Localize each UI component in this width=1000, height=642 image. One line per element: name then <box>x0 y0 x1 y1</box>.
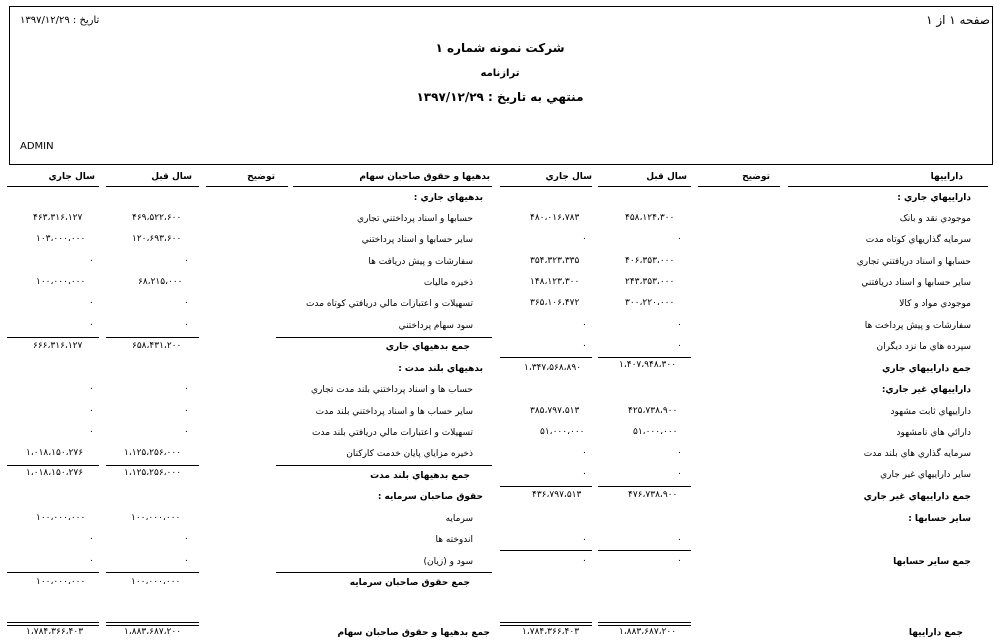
row-curr: ۳۶۵،۱۰۶،۴۷۲ <box>530 298 580 308</box>
row-prev: ۰ <box>184 384 189 394</box>
row-label: سرمايه <box>445 514 473 524</box>
liab-header-prev: سال قبل <box>151 172 192 182</box>
row-prev: ۳۰۰،۲۲۰،۰۰۰ <box>625 298 675 308</box>
row-curr: ۰ <box>582 320 587 330</box>
row-label: ساير حسابها و اسناد دريافتني <box>861 278 971 288</box>
row-curr: ۰ <box>582 234 587 244</box>
row-curr: ۰ <box>89 556 94 566</box>
report-title: ترازنامه <box>480 68 520 79</box>
section-title: حقوق صاحبان سرمايه : <box>377 492 483 502</box>
subtotal-rule <box>7 465 99 466</box>
row-label: تسهيلات و اعتبارات مالي دريافتي بلند مدت <box>312 428 473 438</box>
row-label: سفارشات و پيش دريافت ها <box>368 257 473 267</box>
row-curr: ۵۱،۰۰۰،۰۰۰ <box>540 427 585 437</box>
row-curr: ۰ <box>582 341 587 351</box>
other-row-prev: ۰ <box>677 535 682 545</box>
row-label: ساير حسابها و اسناد پرداختني <box>361 235 473 245</box>
grand-total-curr: ۱،۷۸۴،۳۶۶،۴۰۳ <box>522 627 580 637</box>
row-curr: ۰ <box>89 256 94 266</box>
liab-header-curr: سال جاري <box>48 172 95 182</box>
report-date: تاریخ : ۱۳۹۷/۱۲/۲۹ <box>20 15 100 26</box>
grand-total-label: جمع داراييها <box>908 628 963 638</box>
total-label: جمع بدهيهاي جاري <box>385 342 470 352</box>
row-prev: ۰ <box>184 406 189 416</box>
total-label: جمع داراييهاي غير جاري <box>863 492 971 502</box>
row-label: دارائي هاي نامشهود <box>896 428 971 438</box>
header-rule <box>788 186 988 187</box>
row-label: موجودي نقد و بانک <box>899 214 971 224</box>
row-curr: ۱۰۰،۰۰۰،۰۰۰ <box>36 277 86 287</box>
subtotal-rule <box>276 572 492 573</box>
row-prev: ۵۱،۰۰۰،۰۰۰ <box>633 427 678 437</box>
subtotal-rule <box>500 550 592 551</box>
subtotal-rule <box>500 357 592 358</box>
total-curr: ۶۶۶،۳۱۶،۱۲۷ <box>33 341 83 351</box>
total-label: جمع حقوق صاحبان سرمايه <box>349 578 470 588</box>
row-curr: ۰ <box>89 298 94 308</box>
liab-header-note: توضيح <box>247 172 275 182</box>
row-label: موجودي مواد و کالا <box>899 299 971 309</box>
total-prev: ۱،۴۰۷،۹۴۸،۳۰۰ <box>619 360 677 370</box>
row-label: سود و (زيان) <box>423 557 473 567</box>
subtotal-rule <box>598 357 691 358</box>
row-label: تسهيلات و اعتبارات مالي دريافتي کوتاه مدت <box>306 299 473 309</box>
row-curr: ۰ <box>89 427 94 437</box>
row-prev: ۴۰۶،۳۵۳،۰۰۰ <box>625 256 675 266</box>
total-label: جمع بدهيهاي بلند مدت <box>370 471 470 481</box>
subtotal-rule <box>106 572 199 573</box>
row-prev: ۰ <box>677 469 682 479</box>
row-label: حسابها و اسناد دريافتني تجاري <box>856 257 971 267</box>
liab-header-label: بدهيها و حقوق صاحبان سهام <box>359 172 490 182</box>
total-curr: ۱،۰۱۸،۱۵۰،۲۷۶ <box>26 468 84 478</box>
header-rule <box>206 186 288 187</box>
row-curr: ۰ <box>582 469 587 479</box>
row-label: ذخيره مزاياي پايان خدمت کارکنان <box>346 449 473 459</box>
row-prev: ۲۴۳،۳۵۳،۰۰۰ <box>625 277 675 287</box>
row-prev: ۱۲۰،۶۹۳،۶۰۰ <box>132 234 182 244</box>
row-prev: ۱،۱۲۵،۲۵۶،۰۰۰ <box>124 448 182 458</box>
row-prev: ۰ <box>184 427 189 437</box>
row-curr: ۱۴۸،۱۲۳،۳۰۰ <box>530 277 580 287</box>
subtotal-rule <box>7 572 99 573</box>
grand-total-prev: ۱،۸۸۳،۶۸۷،۲۰۰ <box>124 627 182 637</box>
total-prev: ۶۵۸،۴۳۱،۲۰۰ <box>132 341 182 351</box>
row-prev: ۰ <box>184 256 189 266</box>
row-curr: ۳۸۵،۷۹۷،۵۱۳ <box>530 406 580 416</box>
row-curr: ۱۰۳،۰۰۰،۰۰۰ <box>36 234 86 244</box>
row-prev: ۴۵۸،۱۲۴،۳۰۰ <box>625 213 675 223</box>
section-title: بدهيهاي بلند مدت : <box>398 364 483 374</box>
row-prev: ۶۸،۲۱۵،۰۰۰ <box>138 277 183 287</box>
assets-header-label: داراييها <box>930 172 963 182</box>
row-curr: ۰ <box>89 320 94 330</box>
total-curr: ۴۳۶،۷۹۷،۵۱۳ <box>532 490 582 500</box>
total-prev: ۴۷۶،۷۳۸،۹۰۰ <box>628 490 678 500</box>
row-prev: ۰ <box>184 298 189 308</box>
company-name: شرکت نمونه شماره ۱ <box>435 41 565 55</box>
total-label: جمع ساير حسابها <box>893 557 971 567</box>
grand-total-label: جمع بدهيها و حقوق صاحبان سهام <box>337 628 490 638</box>
subtotal-rule <box>598 486 691 487</box>
row-curr: ۰ <box>89 534 94 544</box>
header-rule <box>598 186 691 187</box>
header-rule <box>7 186 99 187</box>
row-label: سرمايه گذاري هاي بلند مدت <box>863 449 971 459</box>
header-rule <box>106 186 199 187</box>
assets-header-prev: سال قبل <box>646 172 687 182</box>
row-prev: ۰ <box>677 320 682 330</box>
grand-total-curr: ۱،۷۸۴،۳۶۶،۴۰۳ <box>26 627 84 637</box>
row-label: داراييهاي ثابت مشهود <box>890 407 971 417</box>
user-name: ADMIN <box>20 141 54 152</box>
subtotal-rule <box>500 486 592 487</box>
header-rule <box>500 186 592 187</box>
report-header-box <box>9 6 993 165</box>
row-label: ساير داراييهاي غير جاري <box>880 470 971 480</box>
row-label: حساب ها و اسناد پرداختني بلند مدت تجاري <box>310 385 473 395</box>
header-rule <box>698 186 780 187</box>
assets-header-curr: سال جاري <box>545 172 592 182</box>
header-rule <box>293 186 492 187</box>
total-label: جمع داراييهاي جاري <box>882 364 971 374</box>
grand-total-rule <box>500 622 592 626</box>
assets-header-note: توضيح <box>742 172 770 182</box>
grand-total-rule <box>7 622 99 626</box>
other-row-curr: ۰ <box>582 535 587 545</box>
row-prev: ۰ <box>677 341 682 351</box>
total-curr: ۱،۳۴۷،۵۶۸،۸۹۰ <box>524 363 582 373</box>
row-label: ساير حساب ها و اسناد پرداختني بلند مدت <box>315 407 473 417</box>
row-prev: ۰ <box>677 448 682 458</box>
total-curr: ۱۰۰،۰۰۰،۰۰۰ <box>36 577 86 587</box>
row-label: حسابها و اسناد پرداختني تجاري <box>357 214 473 224</box>
row-prev: ۰ <box>184 556 189 566</box>
row-curr: ۴۶۳،۳۱۶،۱۲۷ <box>33 213 83 223</box>
row-curr: ۱۰۰،۰۰۰،۰۰۰ <box>36 513 86 523</box>
row-curr: ۴۸۰،۰۱۶،۷۸۳ <box>530 213 580 223</box>
row-label: اندوخته ها <box>435 535 473 545</box>
row-label: سفارشات و پيش پرداخت ها <box>864 321 971 331</box>
subtotal-rule <box>598 550 691 551</box>
grand-total-prev: ۱،۸۸۳،۶۸۷،۲۰۰ <box>619 627 677 637</box>
row-prev: ۰ <box>184 320 189 330</box>
row-label: سپرده هاي ما نزد ديگران <box>876 342 971 352</box>
row-label: ذخيره ماليات <box>423 278 473 288</box>
subtotal-rule <box>106 465 199 466</box>
row-curr: ۰ <box>89 384 94 394</box>
report-period: منتهي به تاريخ : ۱۳۹۷/۱۲/۲۹ <box>416 90 584 104</box>
row-curr: ۱،۰۱۸،۱۵۰،۲۷۶ <box>26 448 84 458</box>
section-title: بدهيهاي جاري : <box>413 193 483 203</box>
row-prev: ۰ <box>184 534 189 544</box>
row-prev: ۰ <box>677 234 682 244</box>
row-prev: ۱۰۰،۰۰۰،۰۰۰ <box>131 513 181 523</box>
total-prev: ۰ <box>677 556 682 566</box>
subtotal-rule <box>7 337 99 338</box>
subtotal-rule <box>276 465 492 466</box>
row-prev: ۴۲۵،۷۳۸،۹۰۰ <box>628 406 678 416</box>
total-prev: ۱،۱۲۵،۲۵۶،۰۰۰ <box>124 468 182 478</box>
grand-total-rule <box>106 622 199 626</box>
page-number: صفحه ۱ از ۱ <box>926 13 990 27</box>
section-title: داراييهاي غير جاري: <box>881 385 971 395</box>
grand-total-rule <box>598 622 691 626</box>
row-label: سرمايه گذاريهاي کوتاه مدت <box>865 235 971 245</box>
total-prev: ۱۰۰،۰۰۰،۰۰۰ <box>131 577 181 587</box>
row-prev: ۴۶۹،۵۲۲،۶۰۰ <box>132 213 182 223</box>
section-title: داراييهاي جاري : <box>897 193 971 203</box>
row-curr: ۰ <box>582 448 587 458</box>
subtotal-rule <box>276 337 492 338</box>
row-label: سود سهام پرداختني <box>398 321 473 331</box>
section-title: ساير حسابها : <box>908 514 971 524</box>
row-curr: ۰ <box>89 406 94 416</box>
total-curr: ۰ <box>582 556 587 566</box>
row-curr: ۳۵۴،۳۲۳،۳۳۵ <box>530 256 580 266</box>
subtotal-rule <box>106 337 199 338</box>
